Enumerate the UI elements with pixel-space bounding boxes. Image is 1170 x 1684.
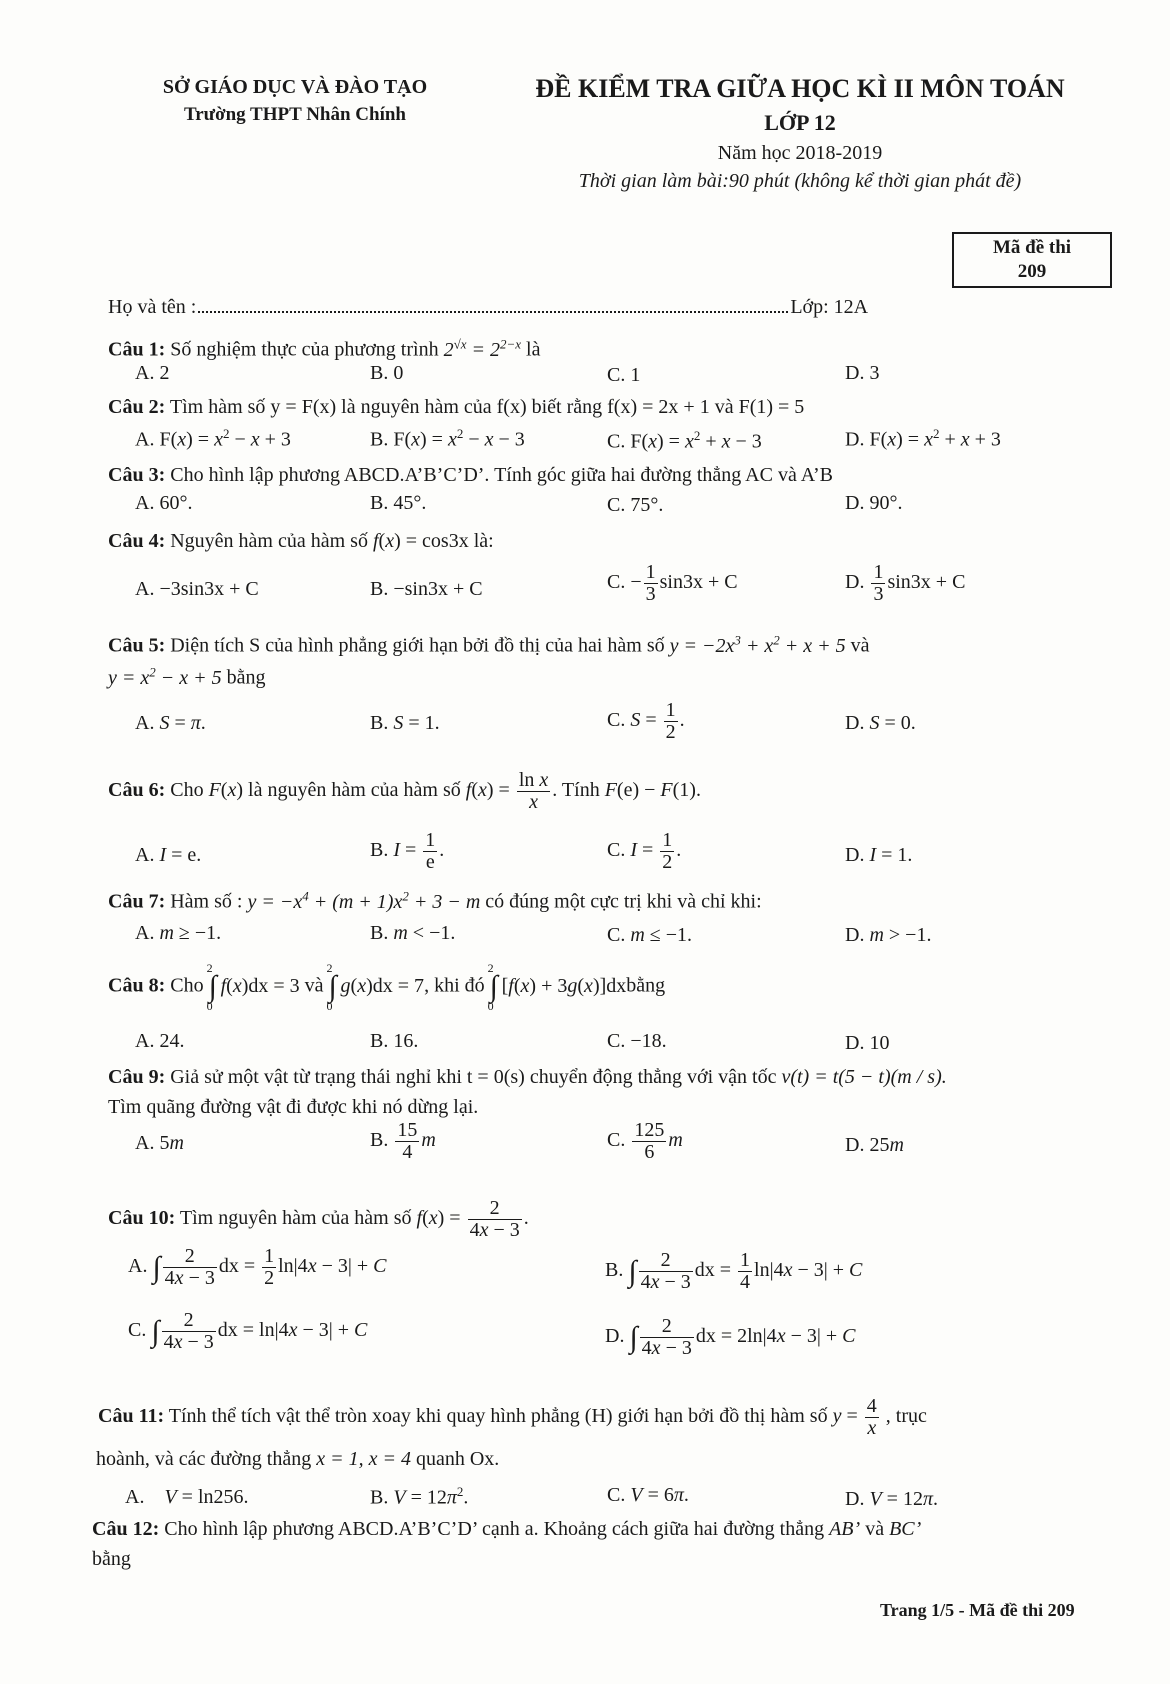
q5-label: Câu 5:: [108, 634, 166, 657]
q2-option-a: A. $F(x) = x^2 - x + 3$: [135, 426, 291, 451]
question-6: [108, 770, 701, 813]
q4-text: Nguyên hàm của hàm số: [170, 530, 368, 552]
question-12: [92, 1518, 921, 1541]
q3-option-c: C. 75°.: [607, 494, 664, 516]
q2-option-b: B. $F(x) = x^2 - x - 3$: [370, 426, 525, 451]
q6-option-c: C. I = $\frac{1}{2}$ .: [607, 829, 682, 873]
q3-option-d: D. 90°.: [845, 492, 903, 514]
q10-label: Câu 10:: [108, 1207, 176, 1230]
q2-option-c: C. $F(x) = x^2 + x - 3$: [607, 428, 762, 453]
grade: LỚP 12: [764, 110, 836, 135]
q11-line-2-tail: quanh Ox.: [415, 1448, 500, 1470]
q2-text: Tìm hàm số y = F(x) là nguyên hàm của f(x) biết rằng f(x) = 2x + 1 và F(1) = 5: [169, 396, 805, 418]
q9-option-c: C. $\frac{125}{6}$ m: [607, 1119, 683, 1163]
q9-label: Câu 9:: [108, 1066, 166, 1088]
exam-title: ĐỀ KIỂM TRA GIỮA HỌC KÌ II MÔN TOÁN: [535, 74, 1065, 103]
q1-label: Câu 1:: [108, 338, 166, 361]
question-3: [108, 464, 833, 487]
q4-option-c: C. − $\frac{1}{3}$ sin3x + C: [607, 561, 738, 605]
school-year: Năm học 2018-2019: [717, 142, 883, 164]
q8-when: , khi đó: [424, 974, 485, 997]
q10-option-c: C. ∫ $\frac{2}{4x - 3}$ dx = ln|4x − 3| + C: [128, 1309, 368, 1353]
department: SỞ GIÁO DỤC VÀ ĐÀO TẠO: [162, 76, 428, 98]
q5-option-d: D. S = 0.: [845, 712, 916, 734]
q4-label: Câu 4:: [108, 530, 166, 552]
q5-line-2: [108, 664, 266, 690]
q1-option-c: C. 1: [607, 364, 641, 386]
q4-option-a: A. −3sin3x + C: [135, 578, 259, 600]
q7-option-a: A. m ≥ −1.: [135, 922, 222, 944]
q11-tail: , trục: [885, 1405, 927, 1428]
q4-option-d: D. $\frac{1}{3}$ sin3x + C: [845, 561, 966, 605]
q8-option-a: A. 24.: [135, 1030, 185, 1052]
question-2: [108, 396, 804, 419]
q2-option-d: D. $F(x) = x^2 + x + 3$: [845, 426, 1001, 451]
q12-line-ab: AB’: [829, 1518, 861, 1540]
q8-option-d: D. 10: [845, 1032, 890, 1054]
q8-tail: bằng: [626, 974, 666, 997]
q12-label: Câu 12:: [92, 1518, 160, 1540]
q1-text: Số nghiệm thực của phương trình: [170, 338, 439, 361]
q9-option-d: D. 25m: [845, 1134, 904, 1156]
student-name-line: [108, 296, 868, 319]
q7-text: Hàm số :: [170, 890, 243, 913]
q8-option-b: B. 16.: [370, 1030, 419, 1052]
q10-option-d: D. ∫ $\frac{2}{4x - 3}$ dx = 2ln|4x − 3| + C: [605, 1315, 856, 1359]
q6-option-d: D. I = 1.: [845, 844, 913, 866]
q8-and: và: [304, 974, 324, 997]
q9-option-b: B. $\frac{15}{4}$ m: [370, 1119, 436, 1163]
q1-option-a: A. 2: [135, 362, 170, 384]
q10-option-b: B. ∫ $\frac{2}{4x - 3}$ dx = $\frac{1}{4}$ ln|4x − 3| + C: [605, 1249, 863, 1293]
q7-label: Câu 7:: [108, 890, 166, 913]
q11-line-2-text: hoành, và các đường thẳng: [96, 1448, 312, 1470]
q1-equation: $2^{√x} = 2^{2-x}$: [443, 336, 522, 361]
q1-tail: là: [526, 338, 541, 361]
q11-line-2: [96, 1448, 499, 1471]
q3-label: Câu 3:: [108, 464, 166, 486]
q12-text: Cho hình lập phương ABCD.A’B’C’D’ cạnh a. Khoảng cách giữa hai đường thẳng: [164, 1518, 825, 1540]
q6-label: Câu 6:: [108, 779, 166, 802]
q6-F: F(x): [208, 779, 244, 802]
q9-line-2: Tìm quãng đường vật đi được khi nó dừng lại.: [108, 1096, 479, 1118]
q11-text: Tính thể tích vật thể tròn xoay khi quay hình phẳng (H) giới hạn bởi đồ thị hàm số: [168, 1405, 828, 1428]
q6-expression: F(e) − F(1).: [604, 779, 701, 802]
q3-option-a: A. 60°.: [135, 492, 193, 514]
page-footer: Trang 1/5 - Mã đề thi 209: [880, 1600, 1075, 1620]
question-4: [108, 530, 494, 553]
q5-option-a: A. S = π.: [135, 712, 206, 734]
q4-tail: là:: [473, 530, 494, 552]
school-name: Trường THPT Nhân Chính: [183, 104, 407, 125]
q5-tail: bằng: [226, 666, 266, 689]
q11-label: Câu 11:: [98, 1405, 165, 1428]
q3-text: Cho hình lập phương ABCD.A’B’C’D’. Tính góc giữa hai đường thẳng AC và A’B: [170, 464, 833, 486]
class-label: Lớp: 12A: [790, 296, 869, 318]
q7-tail: có đúng một cực trị khi và chỉ khi:: [485, 890, 762, 913]
q5-function-1: $y = -2x^3 + x^2 + x + 5$: [669, 632, 846, 657]
q6-option-b: B. I = $\frac{1}{e}$ .: [370, 829, 445, 873]
q1-option-b: B. 0: [370, 362, 404, 384]
q6-tail: . Tính: [552, 779, 600, 802]
q8-integral-f: 2 ∫ 0 f(x)dx = 3: [206, 961, 300, 1013]
exam-code-label: Mã đề thi: [992, 237, 1072, 258]
q8-text: Cho: [170, 974, 204, 997]
q5-function-2: $y = x^2 - x + 5$: [108, 664, 222, 689]
q7-function: $y = -x^4 + (m + 1)x^2 + 3 - m$: [247, 888, 481, 913]
question-7: [108, 888, 762, 914]
q1-option-d: D. 3: [845, 362, 880, 384]
q11-option-b: B. $V = 12\pi^2$.: [370, 1484, 469, 1509]
q10-option-a: A. ∫ $\frac{2}{4x - 3}$ dx = $\frac{1}{2}$ ln|4x − 3| + C: [128, 1245, 387, 1289]
exam-time: Thời gian làm bài:90 phút (không kể thời gian phát đề): [578, 170, 1022, 192]
q9-option-a: A. 5m: [135, 1132, 184, 1154]
q4-option-b: B. −sin3x + C: [370, 578, 483, 600]
question-8: [108, 961, 666, 1013]
q11-option-c: C. V = 6π.: [607, 1484, 689, 1506]
q6-mid: là nguyên hàm của hàm số: [248, 779, 461, 802]
question-5: [108, 632, 870, 658]
q12-line-2: bằng: [92, 1548, 131, 1570]
q6-option-a: A. I = e.: [135, 844, 202, 866]
q6-text: Cho: [170, 779, 204, 802]
q7-option-c: C. m ≤ −1.: [607, 924, 693, 946]
exam-code-box: [952, 232, 1112, 288]
q5-option-b: B. S = 1.: [370, 712, 440, 734]
question-11: [98, 1396, 927, 1439]
q11-lines: x = 1, x = 4: [316, 1448, 411, 1470]
q8-integral-g: 2 ∫ 0 g(x)dx = 7: [326, 961, 425, 1013]
q10-function: f(x) = $\frac{2}{4x - 3}$ .: [416, 1197, 529, 1241]
q9-text: Giả sử một vật từ trạng thái nghỉ khi t = 0(s) chuyển động thẳng với vận tốc: [170, 1066, 777, 1088]
q5-text: Diện tích S của hình phẳng giới hạn bởi đồ thị của hai hàm số: [170, 634, 665, 657]
question-1: [108, 336, 540, 362]
q7-option-d: D. m > −1.: [845, 924, 932, 946]
q9-velocity: v(t) = t(5 − t)(m / s).: [781, 1066, 947, 1088]
question-10: [108, 1198, 529, 1241]
q6-function: f(x) = $\frac{\text{ln x}}{x}$: [465, 769, 549, 813]
q5-and: và: [850, 634, 870, 657]
q12-line-bc: BC’: [889, 1518, 922, 1540]
q8-option-c: C. −18.: [607, 1030, 667, 1052]
name-label: Họ và tên :: [108, 296, 197, 318]
exam-code-value: 209: [1017, 261, 1047, 282]
q11-option-a: A. V = ln256.: [125, 1486, 249, 1508]
q4-function: f(x) = cos3x: [372, 530, 469, 552]
q8-integral-sum: 2 ∫ 0 [f(x) + 3g(x)]dx: [487, 961, 627, 1013]
q2-label: Câu 2:: [108, 396, 166, 418]
q12-and: và: [865, 1518, 885, 1540]
name-dotted-line: [198, 311, 788, 313]
q3-option-b: B. 45°.: [370, 492, 427, 514]
q5-option-c: C. S = $\frac{1}{2}$ .: [607, 699, 685, 743]
q11-function: y = $\frac{4}{x}$: [832, 1395, 877, 1439]
q10-text: Tìm nguyên hàm của hàm số: [179, 1207, 412, 1230]
q11-option-d: D. V = 12π.: [845, 1488, 938, 1510]
q7-option-b: B. m < −1.: [370, 922, 456, 944]
question-9: [108, 1066, 947, 1089]
q8-label: Câu 8:: [108, 974, 166, 997]
